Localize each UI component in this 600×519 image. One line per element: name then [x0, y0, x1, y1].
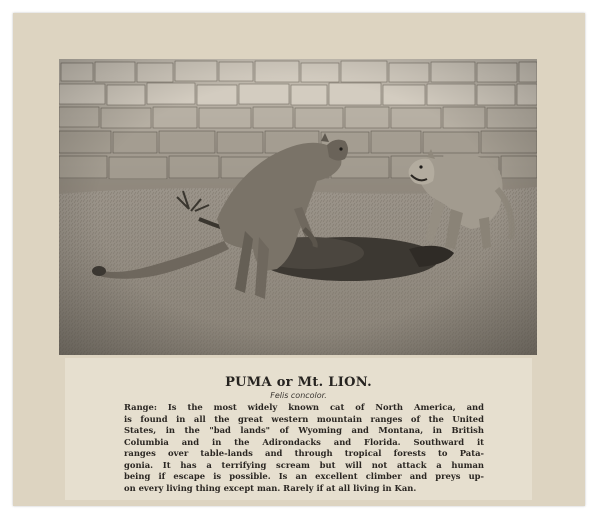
puma-photograph: [59, 59, 537, 355]
range-description: [124, 402, 484, 494]
description-line: ranges over table-lands and through tropical forests to Pata-: [124, 448, 484, 458]
description-line: is found in all the great western mountain ranges of the United: [124, 413, 484, 424]
caption-card: [65, 358, 532, 500]
description-line: Range: Is the most widely known cat of North America, and: [124, 402, 484, 412]
description-line: gonia. It has a terrifying scream but will not attack a human: [124, 459, 484, 470]
scientific-name: Felis concolor.: [270, 391, 327, 400]
description-line: being if escape is possible. Is an excellent climber and preys up-: [124, 471, 484, 481]
caption-title: PUMA or Mt. LION.: [225, 375, 372, 390]
description-line: Columbia and in the Adirondacks and Florida. Southward it: [124, 436, 484, 447]
description-line: States, in the "bad lands" of Wyoming and Montana, in British: [124, 425, 484, 435]
description-line: on every living thing except man. Rarely if at all living in Kan.: [124, 482, 417, 493]
